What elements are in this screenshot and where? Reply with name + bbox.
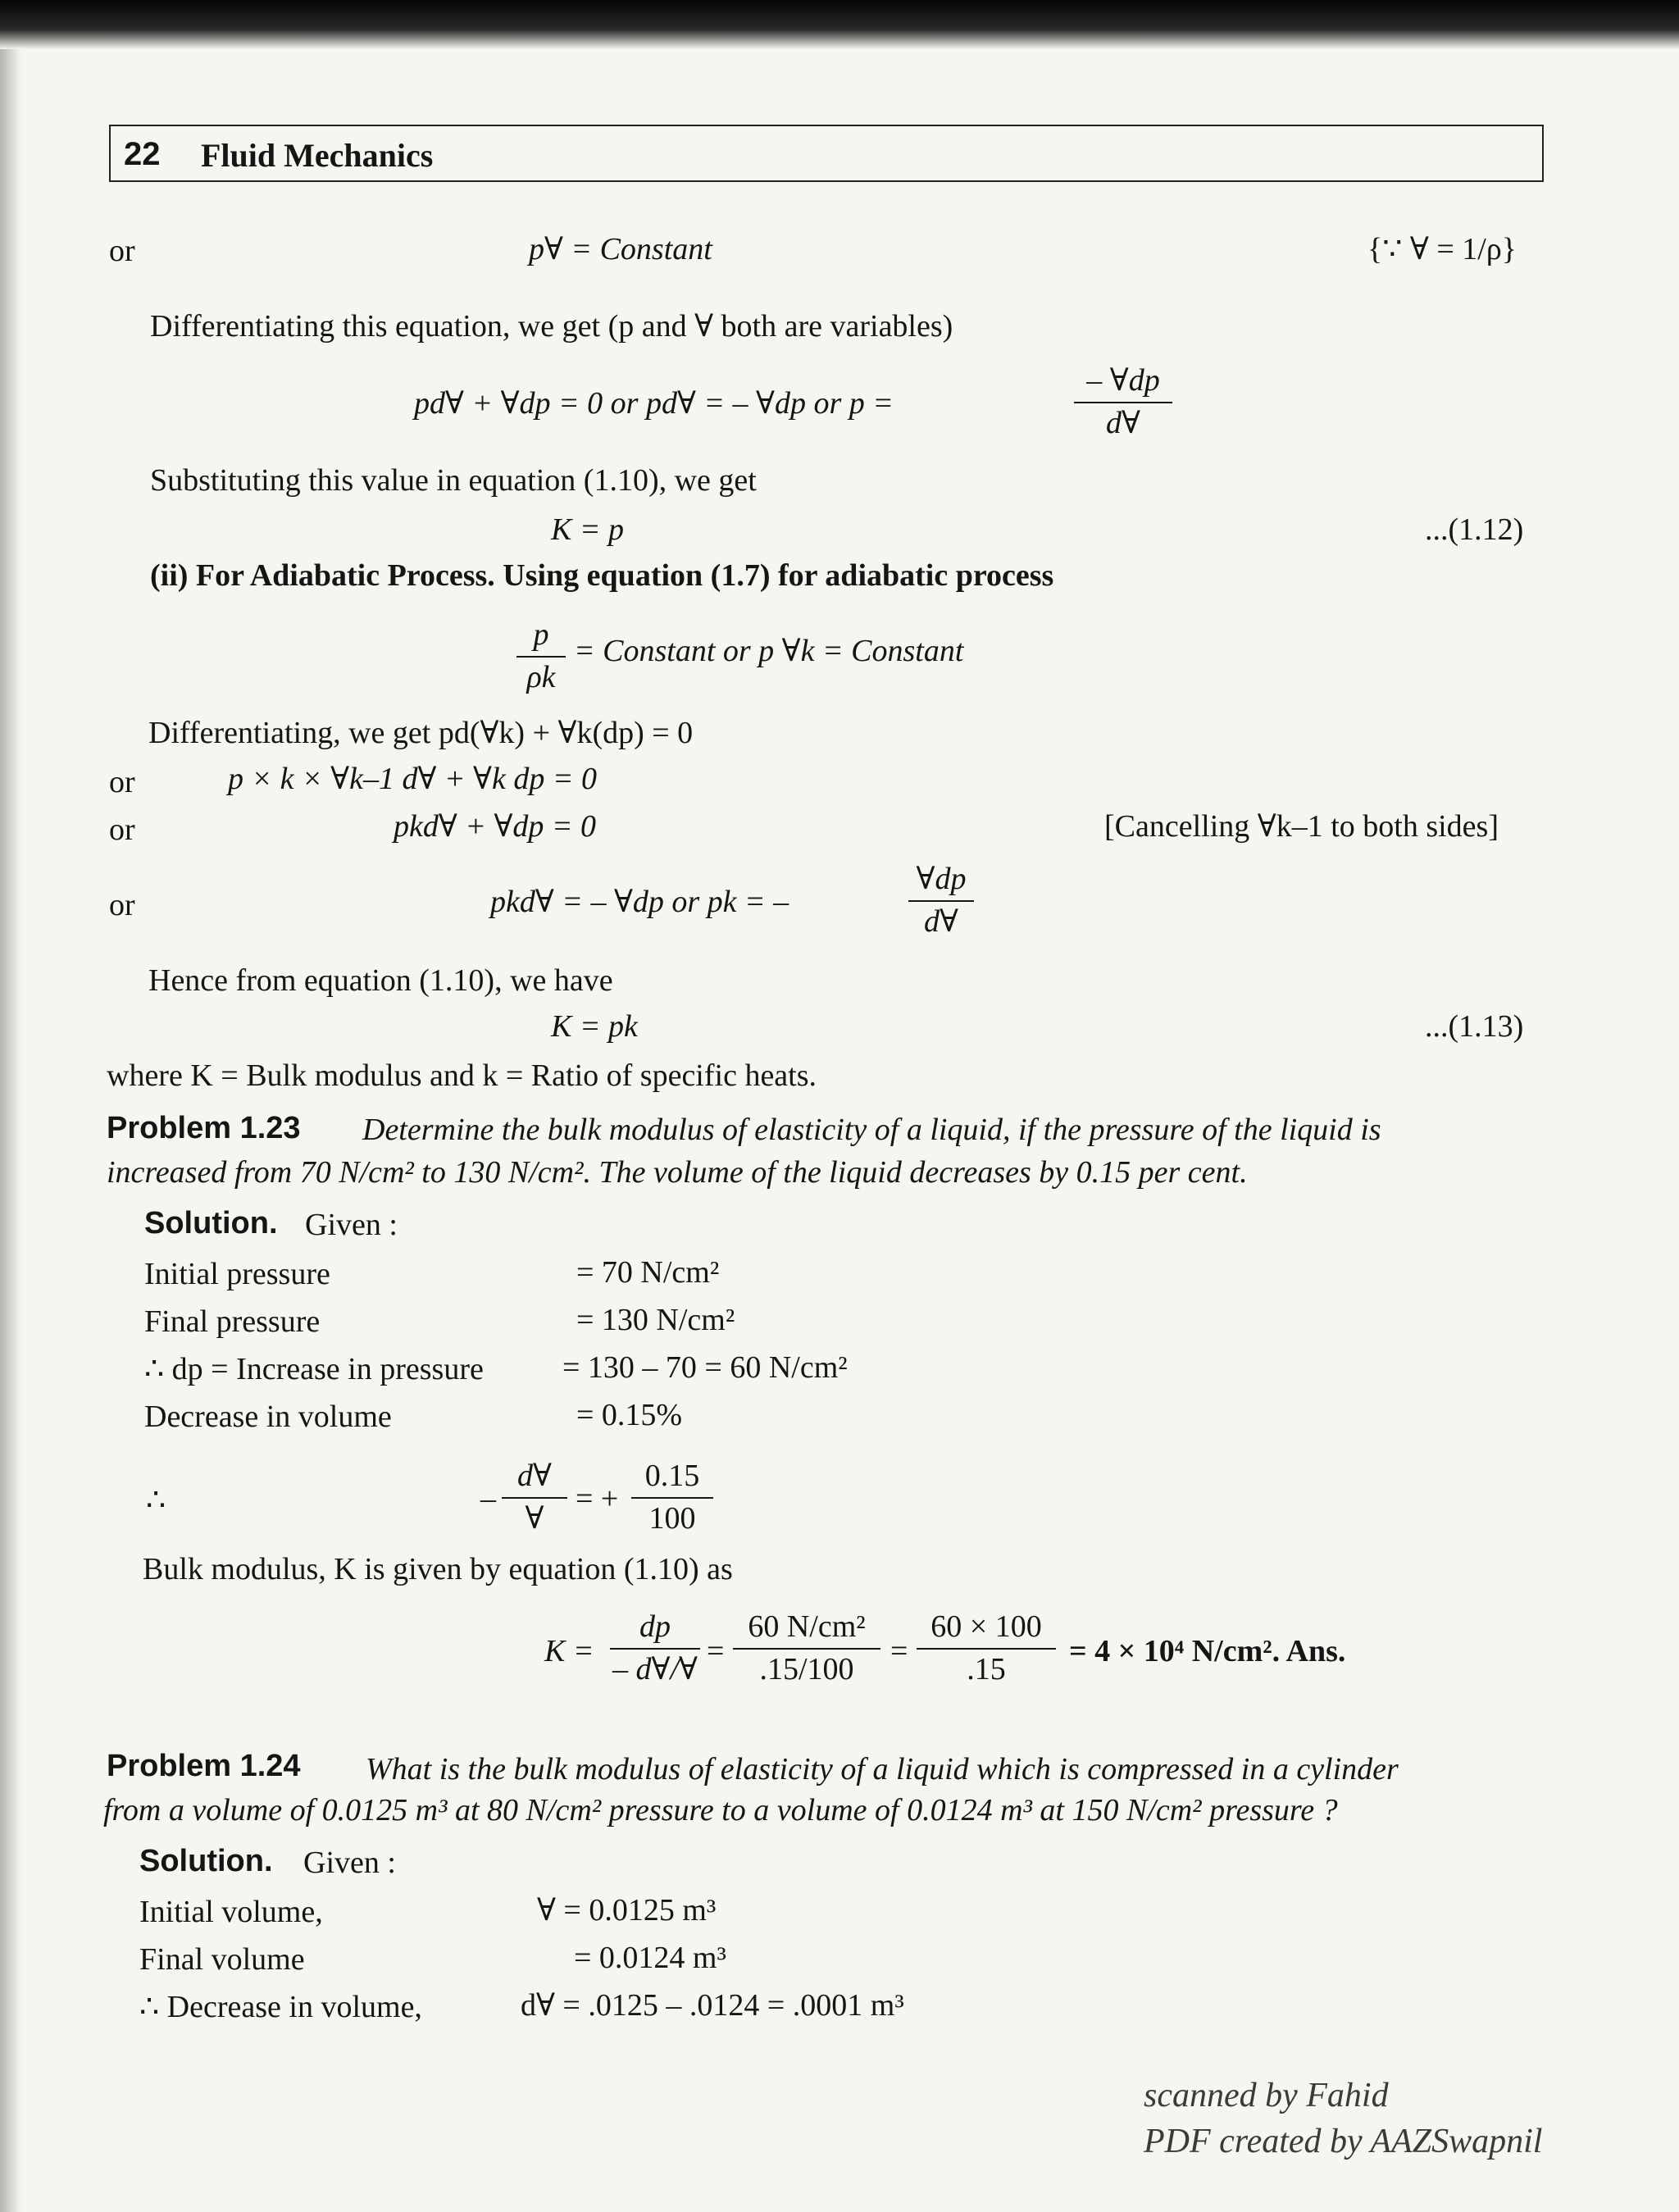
problem-statement: increased from 70 N/cm² to 130 N/cm². The volume of the liquid decreases by 0.15 per cent. <box>107 1155 1248 1190</box>
equation: K = <box>544 1634 594 1668</box>
fraction-numerator: dp <box>639 1609 671 1644</box>
fraction-numerator: 60 N/cm² <box>748 1609 866 1644</box>
fraction-denominator: d∀ <box>924 903 958 939</box>
equation: = Constant or p ∀k = Constant <box>574 634 964 668</box>
problem-label: Problem 1.23 <box>107 1111 301 1145</box>
given-value: ∀ = 0.0125 m³ <box>537 1893 717 1928</box>
given-value: = 130 – 70 = 60 N/cm² <box>562 1350 848 1385</box>
solution-label: Solution. <box>144 1206 278 1240</box>
text-line: Differentiating, we get pd(∀k) + ∀k(dp) = 0 <box>148 716 694 750</box>
given-label: Given : <box>305 1208 398 1242</box>
fraction-bar <box>502 1497 567 1499</box>
fraction-numerator: 0.15 <box>644 1459 700 1493</box>
fraction <box>610 1609 700 1688</box>
fraction-bar <box>516 656 566 658</box>
fraction <box>631 1458 713 1537</box>
equation: p∀ = Constant <box>529 232 712 266</box>
equation: pkd∀ = – ∀dp or pk = – <box>490 885 789 919</box>
book-title: Fluid Mechanics <box>201 137 434 174</box>
therefore-symbol: ∴ <box>146 1483 166 1518</box>
fraction <box>917 1609 1056 1688</box>
text-line: Differentiating this equation, we get (p and ∀ both are variables) <box>150 309 953 344</box>
given-name: Initial pressure <box>144 1257 330 1291</box>
equals-sign: = <box>707 1634 725 1668</box>
watermark-line: scanned by Fahid <box>1144 2077 1389 2114</box>
equals-plus: = + <box>576 1481 619 1516</box>
fraction-denominator: ∀ <box>525 1500 544 1536</box>
equation: K = p <box>551 512 624 547</box>
or-label: or <box>109 888 135 922</box>
given-value: = 0.15% <box>576 1398 683 1432</box>
fraction-numerator: ∀dp <box>916 862 967 896</box>
fraction-numerator: p <box>533 617 549 652</box>
given-value: = 130 N/cm² <box>576 1303 735 1337</box>
given-name: Final volume <box>139 1942 305 1977</box>
given-name: Initial volume, <box>139 1895 323 1929</box>
given-name: Decrease in volume <box>144 1400 392 1434</box>
solution-label: Solution. <box>139 1844 273 1878</box>
fraction <box>908 861 974 940</box>
problem-label: Problem 1.24 <box>107 1749 301 1783</box>
fraction <box>516 617 566 696</box>
equation: p × k × ∀k–1 d∀ + ∀k dp = 0 <box>228 762 597 796</box>
given-name: ∴ dp = Increase in pressure <box>144 1352 484 1386</box>
fraction-denominator: .15/100 <box>759 1651 854 1686</box>
fraction-numerator: 60 × 100 <box>931 1609 1042 1644</box>
given-name: Final pressure <box>144 1304 321 1339</box>
fraction <box>733 1609 880 1688</box>
fraction-denominator: d∀ <box>1106 405 1140 440</box>
equation-ref: ...(1.12) <box>1425 512 1524 547</box>
answer: = 4 × 10⁴ N/cm². Ans. <box>1069 1634 1346 1668</box>
fraction-bar <box>917 1648 1056 1650</box>
given-value: = 70 N/cm² <box>576 1255 720 1290</box>
given-value: = 0.0124 m³ <box>574 1941 726 1975</box>
fraction-denominator: 100 <box>648 1500 696 1536</box>
fraction <box>1074 362 1172 442</box>
problem-statement: Determine the bulk modulus of elasticity of a liquid, if the pressure of the liquid is <box>362 1113 1381 1147</box>
given-value: d∀ = .0125 – .0124 = .0001 m³ <box>521 1988 904 2023</box>
text-line: Substituting this value in equation (1.10), we get <box>150 463 757 498</box>
side-note: [Cancelling ∀k–1 to both sides] <box>1104 809 1499 844</box>
fraction-denominator: ρk <box>526 659 556 694</box>
text-line: Hence from equation (1.10), we have <box>148 963 613 998</box>
scan-left-edge <box>0 49 21 2212</box>
or-label: or <box>109 234 135 268</box>
fraction-bar <box>631 1497 713 1499</box>
watermark-line: PDF created by AAZSwapnil <box>1144 2123 1543 2160</box>
problem-statement: What is the bulk modulus of elasticity of a liquid which is compressed in a cylinder <box>366 1752 1399 1786</box>
problem-statement: from a volume of 0.0125 m³ at 80 N/cm² pressure to a volume of 0.0124 m³ at 150 N/cm² pressure ? <box>103 1793 1338 1827</box>
minus-sign: – <box>480 1481 496 1516</box>
fraction-denominator: – d∀/∀ <box>612 1651 698 1686</box>
equation-ref: ...(1.13) <box>1425 1009 1524 1044</box>
fraction-bar <box>733 1648 880 1650</box>
text-line: Bulk modulus, K is given by equation (1.10) as <box>143 1552 733 1586</box>
or-label: or <box>109 765 135 799</box>
or-label: or <box>109 812 135 847</box>
section-heading: (ii) For Adiabatic Process. Using equation (1.7) for adiabatic process <box>150 558 1054 593</box>
equation: pd∀ + ∀dp = 0 or pd∀ = – ∀dp or p = <box>414 386 894 421</box>
fraction-bar <box>1074 402 1172 403</box>
equals-sign: = <box>890 1634 908 1668</box>
fraction-numerator: d∀ <box>517 1459 552 1493</box>
page-header <box>109 125 1544 182</box>
fraction-bar <box>610 1648 700 1650</box>
scan-top-edge <box>0 0 1679 49</box>
side-note: {∵ ∀ = 1/ρ} <box>1367 232 1517 266</box>
given-label: Given : <box>303 1846 396 1880</box>
equation: pkd∀ + ∀dp = 0 <box>394 809 597 844</box>
fraction-denominator: .15 <box>967 1651 1006 1686</box>
page-number: 22 <box>124 136 161 172</box>
fraction-numerator: – ∀dp <box>1086 363 1160 398</box>
fraction-bar <box>908 900 974 902</box>
text-line: where K = Bulk modulus and k = Ratio of specific heats. <box>107 1058 817 1093</box>
fraction <box>502 1458 567 1537</box>
equation: K = pk <box>551 1009 638 1044</box>
given-name: ∴ Decrease in volume, <box>139 1990 422 2024</box>
